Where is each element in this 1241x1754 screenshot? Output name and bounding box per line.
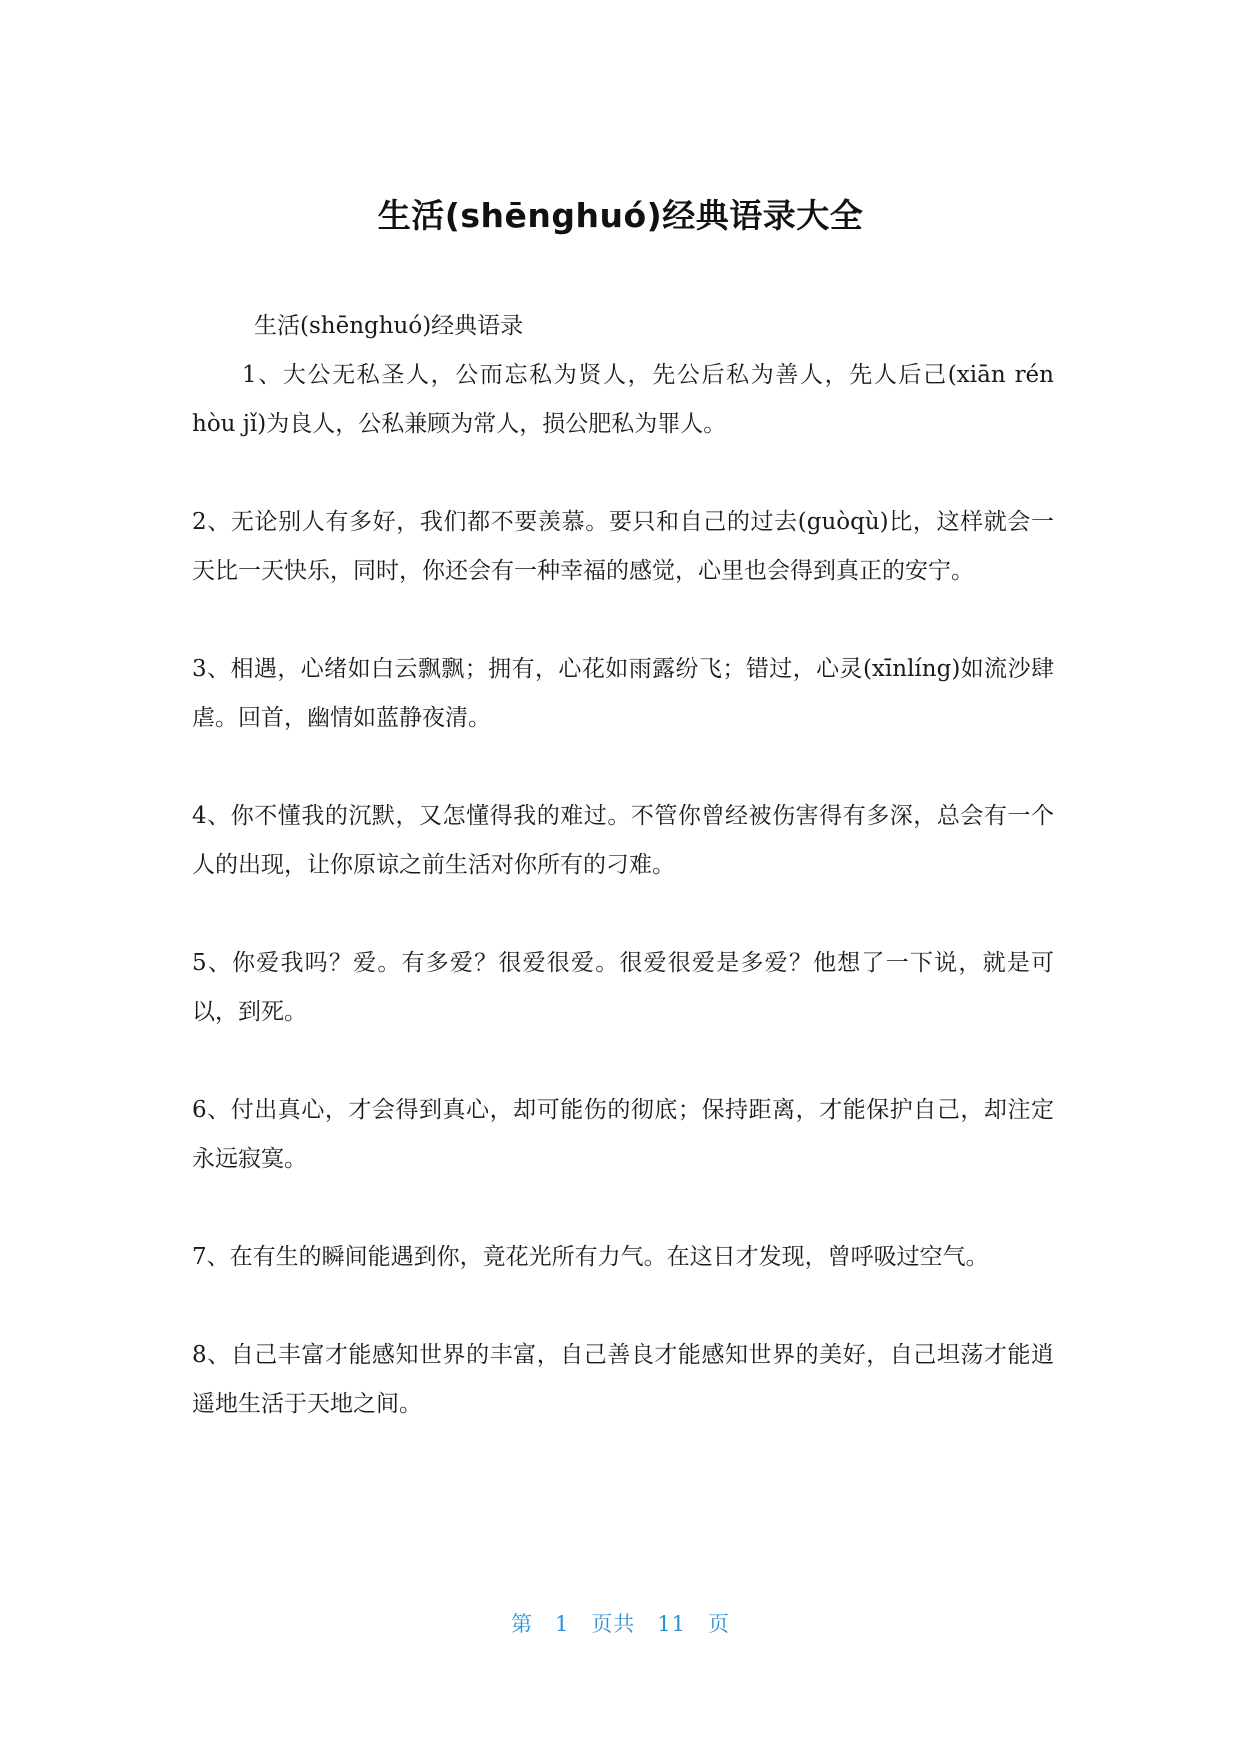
page-current-number: 1 [554, 1612, 570, 1636]
page-label-mid: 页共 [591, 1612, 636, 1636]
section-subtitle: 生活(shēnghuó)经典语录 [254, 313, 524, 339]
page-label-pre: 第 [510, 1612, 533, 1636]
quote-paragraph-2: 2、无论别人有多好，我们都不要羡慕。要只和自己的过去(guòqù)比，这样就会一天比一天快乐，同时，你还会有一种幸福的感觉，心里也会得到真正的安宁。 [192, 509, 1054, 584]
page-total-number: 11 [657, 1612, 687, 1636]
quote-paragraph-1: 1、大公无私圣人，公而忘私为贤人，先公后私为善人，先人后己(xiān rén hòu jǐ)为良人，公私兼顾为常人，损公肥私为罪人。 [192, 362, 1054, 437]
quote-paragraph-6: 6、付出真心，才会得到真心，却可能伤的彻底；保持距离，才能保护自己，却注定永远寂寞。 [192, 1097, 1054, 1172]
quote-paragraph-8: 8、自己丰富才能感知世界的丰富，自己善良才能感知世界的美好，自己坦荡才能逍遥地生活于天地之间。 [192, 1342, 1054, 1417]
quote-paragraph-7: 7、在有生的瞬间能遇到你，竟花光所有力气。在这日才发现，曾呼吸过空气。 [192, 1244, 989, 1270]
document-title: 生活(shēnghuó)经典语录大全 [377, 196, 864, 235]
page-label-post: 页 [708, 1612, 731, 1636]
quote-paragraph-3: 3、相遇，心绪如白云飘飘；拥有，心花如雨露纷飞；错过，心灵(xīnlíng)如流沙肆虐。回首，幽情如蓝静夜清。 [192, 656, 1054, 731]
page-footer [0, 1608, 1241, 1638]
quote-paragraph-5: 5、你爱我吗？爱。有多爱？很爱很爱。很爱很爱是多爱？他想了一下说，就是可以，到死。 [192, 950, 1054, 1025]
quote-paragraph-4: 4、你不懂我的沉默，又怎懂得我的难过。不管你曾经被伤害得有多深，总会有一个人的出现，让你原谅之前生活对你所有的刁难。 [192, 803, 1054, 878]
document-body [192, 302, 1054, 1478]
